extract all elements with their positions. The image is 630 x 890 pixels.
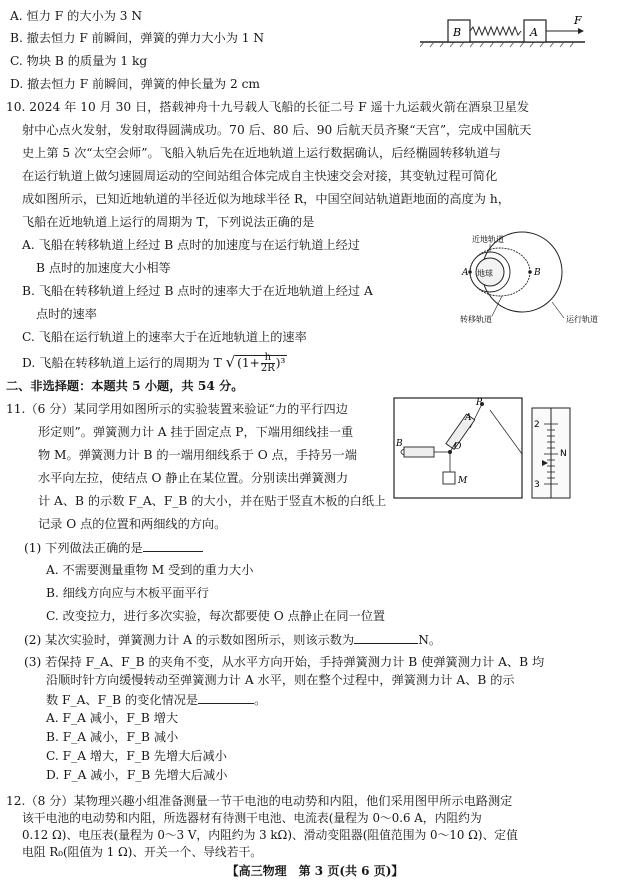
q11-sub3-end: 。 bbox=[254, 693, 267, 707]
q11-sub2-unit: N。 bbox=[418, 633, 442, 647]
q11-label-p: P bbox=[476, 398, 483, 408]
q11-sub3-answer-blank[interactable] bbox=[198, 689, 254, 704]
q10-option-c: C. 飞船在运行轨道上的速率大于在近地轨道上的速率 bbox=[22, 330, 307, 344]
q10-option-d-frac-num: h bbox=[261, 353, 275, 364]
q10-line-2: 射中心点火发射，发射取得圆满成功。70 后、80 后、90 后航天员齐聚“天宫”，完成中国航天 bbox=[22, 123, 532, 137]
q10-line-3: 史上第 5 次“太空会师”。飞船入轨后先在近地轨道上运行数据确认，后经椭圆转移轨道与 bbox=[22, 146, 501, 160]
q10-line-4: 在运行轨道上做匀速圆周运动的空间站组合体完成自主快速交会对接，其变轨过程可简化 bbox=[22, 169, 498, 183]
q9-option-d: D. 撤去恒力 F 前瞬间，弹簧的伸长量为 2 cm bbox=[10, 77, 260, 91]
q10-option-b-line2: 点时的速率 bbox=[36, 307, 97, 321]
q11-sub1-text: (1) 下列做法正确的是 bbox=[24, 541, 143, 555]
q11-scale-3: 3 bbox=[534, 480, 540, 490]
q10-option-d-inner-left: (1+ bbox=[237, 356, 260, 370]
q11-apparatus-figure bbox=[392, 394, 592, 504]
q10-line-6: 飞船在近地轨道上运行的周期为 T，下列说法正确的是 bbox=[22, 215, 315, 229]
q9-label-a: A bbox=[530, 26, 538, 39]
sqrt-icon: √ bbox=[225, 353, 236, 371]
q10-option-d-frac-den: 2R bbox=[260, 363, 275, 374]
q11-sub2-answer-blank[interactable] bbox=[354, 629, 418, 644]
page-footer: 【高三物理 第 3 页(共 6 页)】 bbox=[226, 864, 404, 878]
q11-sub3-option-b: B. F_A 减小，F_B 减小 bbox=[46, 730, 179, 744]
q10-line-1: 10. 2024 年 10 月 30 日，搭载神舟十九号载人飞船的长征二号 F 遥十九运载火箭在酒泉卫星发 bbox=[6, 100, 530, 114]
section-2-heading: 二、非选择题：本题共 5 小题，共 54 分。 bbox=[6, 379, 244, 393]
q12-line-2: 该干电池的电动势和内阻，所选器材有待测干电池、电流表(量程为 0～0.6 A，内阻约为 bbox=[22, 811, 482, 825]
q11-sub3-line-2: 沿顺时针方向缓慢转动至弹簧测力计 A 水平，则在整个过程中，弹簧测力计 A、B 的示 bbox=[46, 673, 515, 687]
q12-line-1: 12.（8 分）某物理兴趣小组准备测量一节干电池的电动势和内阻，他们采用图甲所示电路测定 bbox=[6, 794, 513, 808]
q11-sub3-option-d: D. F_A 减小，F_B 先增大后减小 bbox=[46, 768, 228, 782]
q11-sub3-option-c: C. F_A 增大，F_B 先增大后减小 bbox=[46, 749, 227, 763]
q11-scale-n: N bbox=[560, 449, 567, 459]
q11-line-5: 计 A、B 的示数 F_A、F_B 的大小，并在贴于竖直木板的白纸上 bbox=[38, 494, 387, 508]
q11-sub1-answer-blank[interactable] bbox=[143, 537, 203, 552]
q10-option-a-line1: A. 飞船在转移轨道上经过 B 点时的加速度与在运行轨道上经过 bbox=[22, 238, 360, 252]
q10-option-d-prefix: D. 飞船在转移轨道上运行的周期为 T bbox=[22, 356, 222, 370]
q11-sub2-text: (2) 某次实验时，弹簧测力计 A 的示数如图所示，则该示数为 bbox=[24, 633, 355, 647]
q12-line-3: 0.12 Ω)、电压表(量程为 0～3 V，内阻约为 3 kΩ)、滑动变阻器(阻值范围为 0～10 Ω)、定值 bbox=[22, 828, 518, 842]
q12-line-4: 电阻 R₀(阻值为 1 Ω)、开关一个、导线若干。 bbox=[22, 845, 263, 859]
q11-label-a: A bbox=[465, 413, 472, 423]
q10-line-5: 成如图所示，已知近地轨道的半径近似为地球半径 R，中国空间站轨道距地面的高度为 h， bbox=[22, 192, 510, 206]
q10-option-d-inner-right: )³ bbox=[275, 356, 286, 370]
q11-line-3: 物 M。弹簧测力计 B 的一端用细线系于 O 点，手持另一端 bbox=[38, 448, 357, 462]
q11-sub3-option-a: A. F_A 减小，F_B 增大 bbox=[46, 711, 179, 725]
q9-label-f: F bbox=[574, 14, 582, 27]
q10-point-b-label: B bbox=[534, 268, 541, 278]
q11-line-2: 形定则”。弹簧测力计 A 挂于固定点 P，下端用细线挂一重 bbox=[38, 425, 354, 439]
q10-orbit-figure bbox=[420, 226, 620, 331]
q10-earth-label: 地球 bbox=[477, 269, 493, 278]
q11-label-m: M bbox=[458, 476, 468, 486]
q10-running-orbit-label: 运行轨道 bbox=[566, 315, 598, 324]
q10-option-d bbox=[22, 352, 287, 374]
q11-sub3-line-3-text: 数 F_A、F_B 的变化情况是 bbox=[46, 693, 199, 707]
q10-option-a-line2: B 点时的加速度大小相等 bbox=[36, 261, 171, 275]
q10-option-d-fraction bbox=[261, 353, 275, 374]
q10-option-d-radicand bbox=[235, 352, 287, 374]
q11-sub1-option-c: C. 改变拉力，进行多次实验，每次都要使 O 点静止在同一位置 bbox=[46, 609, 386, 623]
q11-label-o: O bbox=[454, 442, 462, 452]
q10-point-a-label: A bbox=[462, 268, 469, 278]
q11-line-4: 水平向左拉，使结点 O 静止在某位置。分别读出弹簧测力 bbox=[38, 471, 349, 485]
q9-spring-blocks-figure bbox=[420, 8, 590, 48]
q10-option-b-line1: B. 飞船在转移轨道上经过 B 点时的速率大于在近地轨道上经过 A bbox=[22, 284, 373, 298]
q11-sub3-line-1: (3) 若保持 F_A、F_B 的夹角不变，从水平方向开始，手持弹簧测力计 B 使弹簧测力计 A、B 均 bbox=[24, 655, 545, 669]
q9-option-c: C. 物块 B 的质量为 1 kg bbox=[10, 54, 148, 68]
q9-label-b: B bbox=[453, 26, 462, 39]
q11-label-b: B bbox=[396, 439, 403, 449]
q9-option-b: B. 撤去恒力 F 前瞬间，弹簧的弹力大小为 1 N bbox=[10, 31, 265, 45]
q11-scale-2: 2 bbox=[534, 420, 540, 430]
q9-option-a: A. 恒力 F 的大小为 3 N bbox=[10, 9, 143, 23]
q11-sub1-option-a: A. 不需要测量重物 M 受到的重力大小 bbox=[46, 563, 254, 577]
q10-near-orbit-label: 近地轨道 bbox=[472, 235, 504, 244]
q11-line-1: 11.（6 分）某同学用如图所示的实验装置来验证“力的平行四边 bbox=[6, 402, 348, 416]
q11-sub2-question bbox=[24, 629, 441, 651]
q11-sub1-question bbox=[24, 537, 203, 559]
q11-line-6: 记录 O 点的位置和两细线的方向。 bbox=[38, 517, 227, 531]
q10-transfer-orbit-label: 转移轨道 bbox=[460, 315, 492, 324]
q11-sub1-option-b: B. 细线方向应与木板平面平行 bbox=[46, 586, 209, 600]
